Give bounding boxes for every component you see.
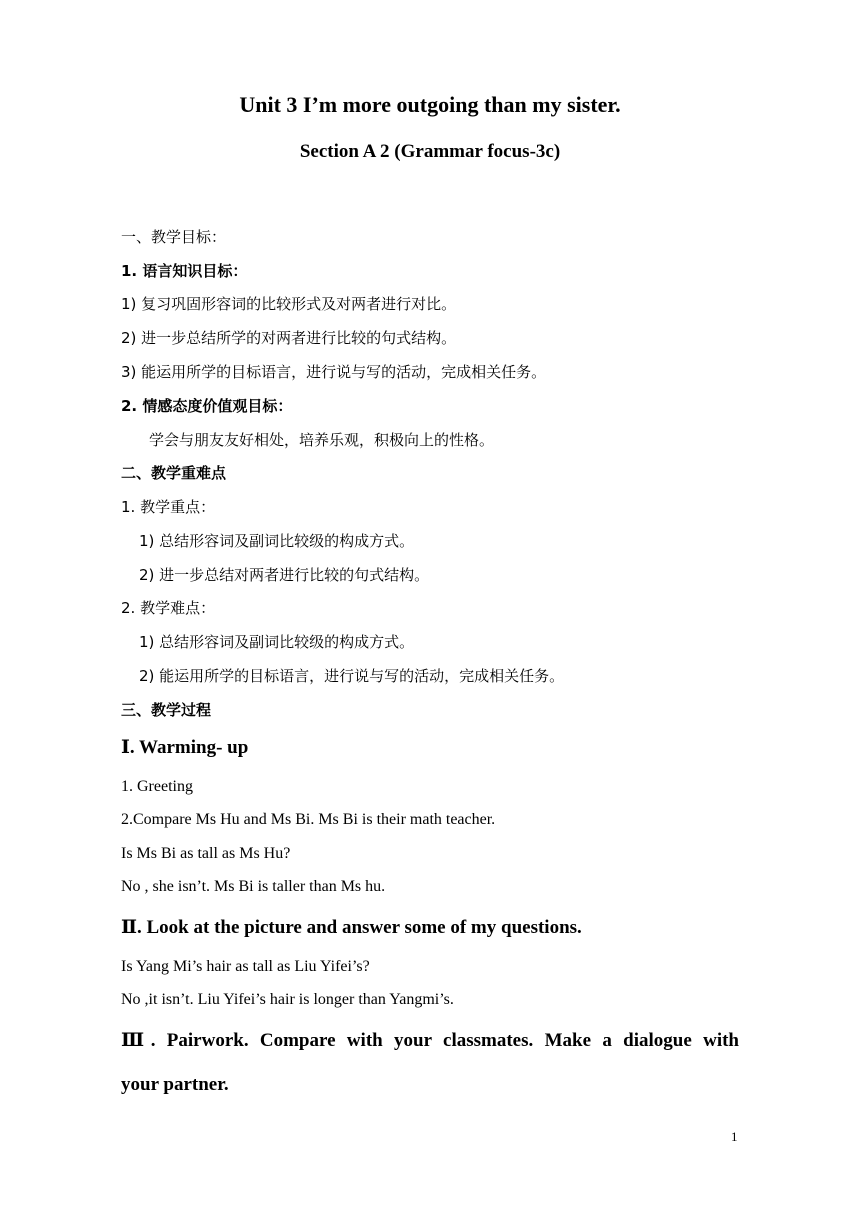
pairwork-heading-line: your partner. bbox=[121, 1074, 229, 1095]
emotion-objective-text: 学会与朋友友好相处，培养乐观，积极向上的性格。 bbox=[149, 431, 495, 449]
picture-questions-line: Is Yang Mi’s hair as tall as Liu Yifei’s? bbox=[121, 958, 370, 975]
warming-up-line: No , she isn’t. Ms Bi is taller than Ms hu. bbox=[121, 878, 386, 895]
page-number: 1 bbox=[731, 1129, 738, 1144]
teaching-difficulty-item: 2) 能运用所学的目标语言，进行说与写的活动，完成相关任务。 bbox=[139, 667, 565, 685]
teaching-process-heading: 三、教学过程 bbox=[121, 701, 212, 719]
warming-up-line: Is Ms Bi as tall as Ms Hu? bbox=[121, 845, 291, 862]
warming-up-line: 2.Compare Ms Hu and Ms Bi. Ms Bi is their math teacher. bbox=[121, 811, 496, 828]
language-objectives-heading: 1. 语言知识目标： bbox=[121, 262, 248, 280]
pairwork-heading-line: Ⅲ. Pairwork. Compare with your classmates. Make a dialogue with bbox=[121, 1030, 739, 1051]
warming-up-line: 1. Greeting bbox=[121, 778, 193, 795]
emotion-objectives-heading: 2. 情感态度价值观目标： bbox=[121, 397, 293, 415]
language-objective-item: 3) 能运用所学的目标语言，进行说与写的活动，完成相关任务。 bbox=[121, 363, 547, 381]
warming-up-heading: Ⅰ. Warming- up bbox=[121, 737, 249, 758]
key-points-heading: 二、教学重难点 bbox=[121, 464, 227, 482]
document-subtitle: Section A 2 (Grammar focus-3c) bbox=[299, 141, 561, 162]
document-title: Unit 3 I’m more outgoing than my sister. bbox=[239, 92, 621, 117]
teaching-difficulty-heading: 2. 教学难点： bbox=[121, 599, 216, 617]
picture-questions-heading: Ⅱ. Look at the picture and answer some of my questions. bbox=[121, 917, 582, 938]
teaching-focus-item: 2) 进一步总结对两者进行比较的句式结构。 bbox=[139, 566, 430, 584]
objectives-heading: 一、教学目标： bbox=[121, 228, 227, 246]
teaching-difficulty-item: 1) 总结形容词及副词比较级的构成方式。 bbox=[139, 633, 415, 651]
language-objective-item: 1) 复习巩固形容词的比较形式及对两者进行对比。 bbox=[121, 295, 457, 313]
teaching-focus-item: 1) 总结形容词及副词比较级的构成方式。 bbox=[139, 532, 415, 550]
language-objective-item: 2) 进一步总结所学的对两者进行比较的句式结构。 bbox=[121, 329, 457, 347]
teaching-focus-heading: 1. 教学重点： bbox=[121, 498, 216, 516]
picture-questions-line: No ,it isn’t. Liu Yifei’s hair is longer than Yangmi’s. bbox=[121, 991, 454, 1008]
